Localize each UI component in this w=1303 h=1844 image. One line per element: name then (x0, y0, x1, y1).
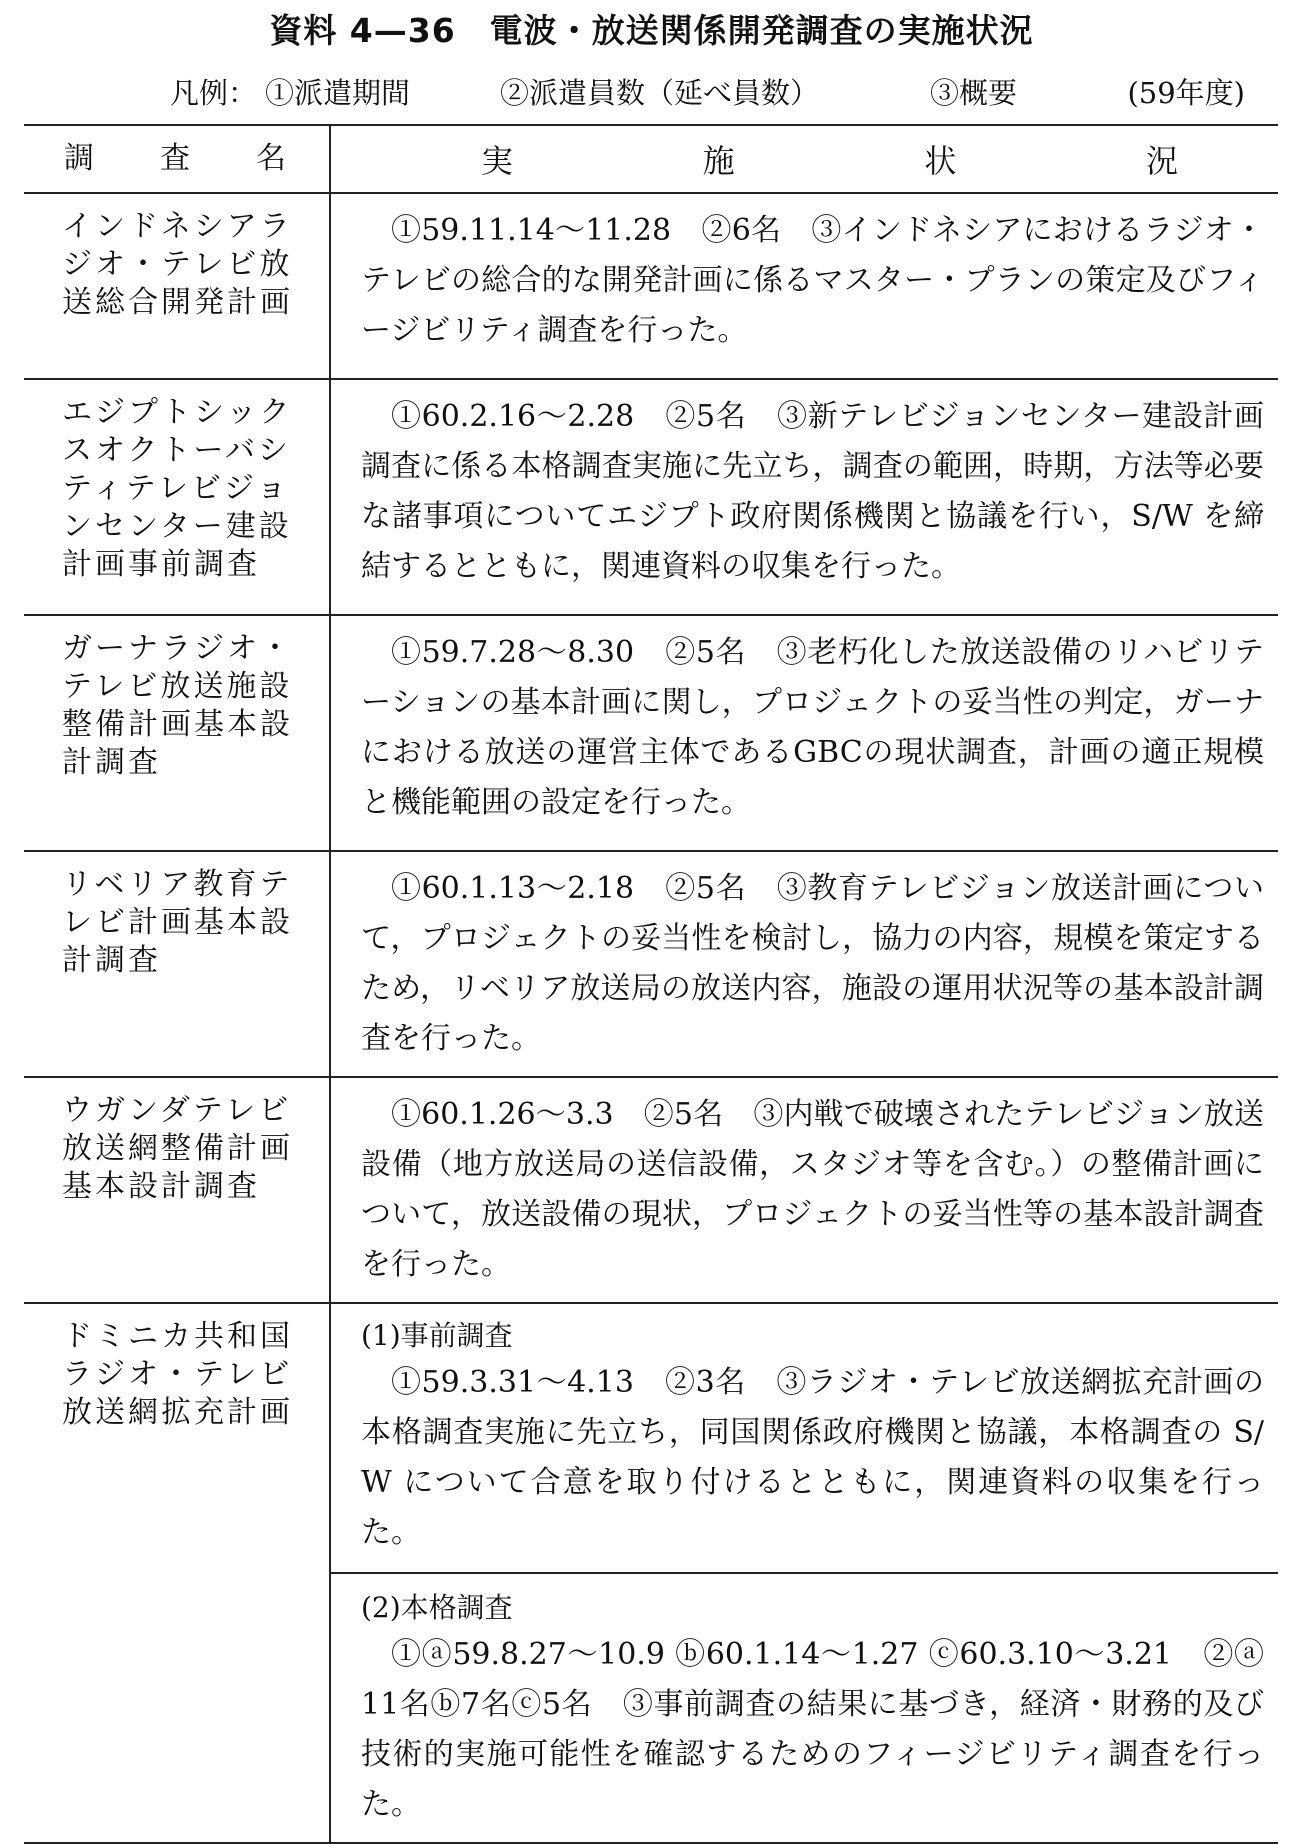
survey-status: ①60.1.26～3.3 ②5名 ③内戦で破壊されたテレビジョン放送設備（地方放送局の送信設備，スタジオ等を含む。）の整備計画について，放送設備の現状，プロジェクトの妥当性等の基本設計調査を行った。 (361, 1097, 1264, 1282)
sub-divider (331, 1572, 1278, 1574)
survey-name: ガーナラジオ・テレビ放送施設整備計画基本設計調査 (24, 615, 330, 851)
sub-survey-full (361, 1586, 1264, 1830)
sub-survey-text: ①ⓐ59.8.27～10.9 ⓑ60.1.14～1.27 ⓒ60.3.10～3.21 ②ⓐ11名ⓑ7名ⓒ5名 ③事前調査の結果に基づき，経済・財務的及び技術的実施可能性を確認するためのフィージビリティ調査を行った。 (361, 1637, 1264, 1822)
table-row (24, 615, 1278, 851)
survey-name: インドネシアラジオ・テレビ放送総合開発計画 (24, 193, 330, 379)
survey-status: ①59.7.28～8.30 ②5名 ③老朽化した放送設備のリハビリテーションの基本計画に関し，プロジェクトの妥当性の判定，ガーナにおける放送の運営主体であるGBCの現状調査，計画の適正規模と機能範囲の設定を行った。 (361, 635, 1264, 820)
sub-survey-label: (2)本格調査 (361, 1591, 513, 1624)
table-row (24, 193, 1278, 379)
header-status-char: 況 (1145, 142, 1178, 180)
table-header-row (24, 125, 1278, 193)
sub-survey-label: (1)事前調査 (361, 1319, 513, 1352)
survey-name: ドミニカ共和国ラジオ・テレビ放送網拡充計画 (24, 1303, 330, 1843)
table-row (24, 379, 1278, 615)
header-name-char: 査 (160, 141, 193, 176)
survey-name: ウガンダテレビ放送網整備計画基本設計調査 (24, 1077, 330, 1303)
legend (170, 70, 1245, 116)
header-status-char: 施 (702, 142, 735, 180)
header-name-char: 名 (256, 141, 289, 176)
table-row (24, 851, 1278, 1077)
legend-item-summary: ③概要 (930, 76, 1018, 110)
survey-status: ①60.1.13～2.18 ②5名 ③教育テレビジョン放送計画について，プロジェクトの妥当性を検討し，協力の内容，規模を策定するため，リベリア放送局の放送内容，施設の運用状況等の基本設計調査を行った。 (361, 871, 1264, 1056)
survey-name: エジプトシックスオクトーバシティテレビジョンセンター建設計画事前調査 (24, 379, 330, 615)
header-status-char: 実 (481, 142, 514, 180)
survey-status: ①59.11.14～11.28 ②6名 ③インドネシアにおけるラジオ・テレビの総合的な開発計画に係るマスター・プランの策定及びフィージビリティ調査を行った。 (361, 213, 1264, 348)
sub-survey-preliminary (361, 1314, 1264, 1558)
document-title: 資料 4—36 電波・放送関係開発調査の実施状況 (269, 11, 1034, 50)
table-row (24, 1303, 1278, 1843)
legend-item-period: ①派遣期間 (265, 76, 411, 110)
header-status (330, 125, 1278, 193)
survey-status: ①60.2.16～2.28 ②5名 ③新テレビジョンセンター建設計画調査に係る本格調査実施に先立ち，調査の範囲，時期，方法等必要な諸事項についてエジプト政府関係機関と協議を行い，S/W を締結するとともに，関連資料の収集を行った。 (361, 399, 1264, 584)
survey-name: リベリア教育テレビ計画基本設計調査 (24, 851, 330, 1077)
survey-table (24, 124, 1278, 1844)
header-survey-name (24, 125, 330, 193)
legend-item-staff: ②派遣員数（延べ員数） (500, 76, 820, 110)
legend-prefix: 凡例： (170, 76, 258, 110)
header-name-char: 調 (64, 141, 97, 176)
legend-fiscal-year: (59年度) (1127, 76, 1245, 110)
table-row (24, 1077, 1278, 1303)
header-status-char: 状 (924, 142, 957, 180)
sub-survey-text: ①59.3.31～4.13 ②3名 ③ラジオ・テレビ放送網拡充計画の本格調査実施に先立ち，同国関係政府機関と協議，本格調査の S/W について合意を取り付けるとともに，関連資料の収集を行った。 (361, 1365, 1264, 1550)
